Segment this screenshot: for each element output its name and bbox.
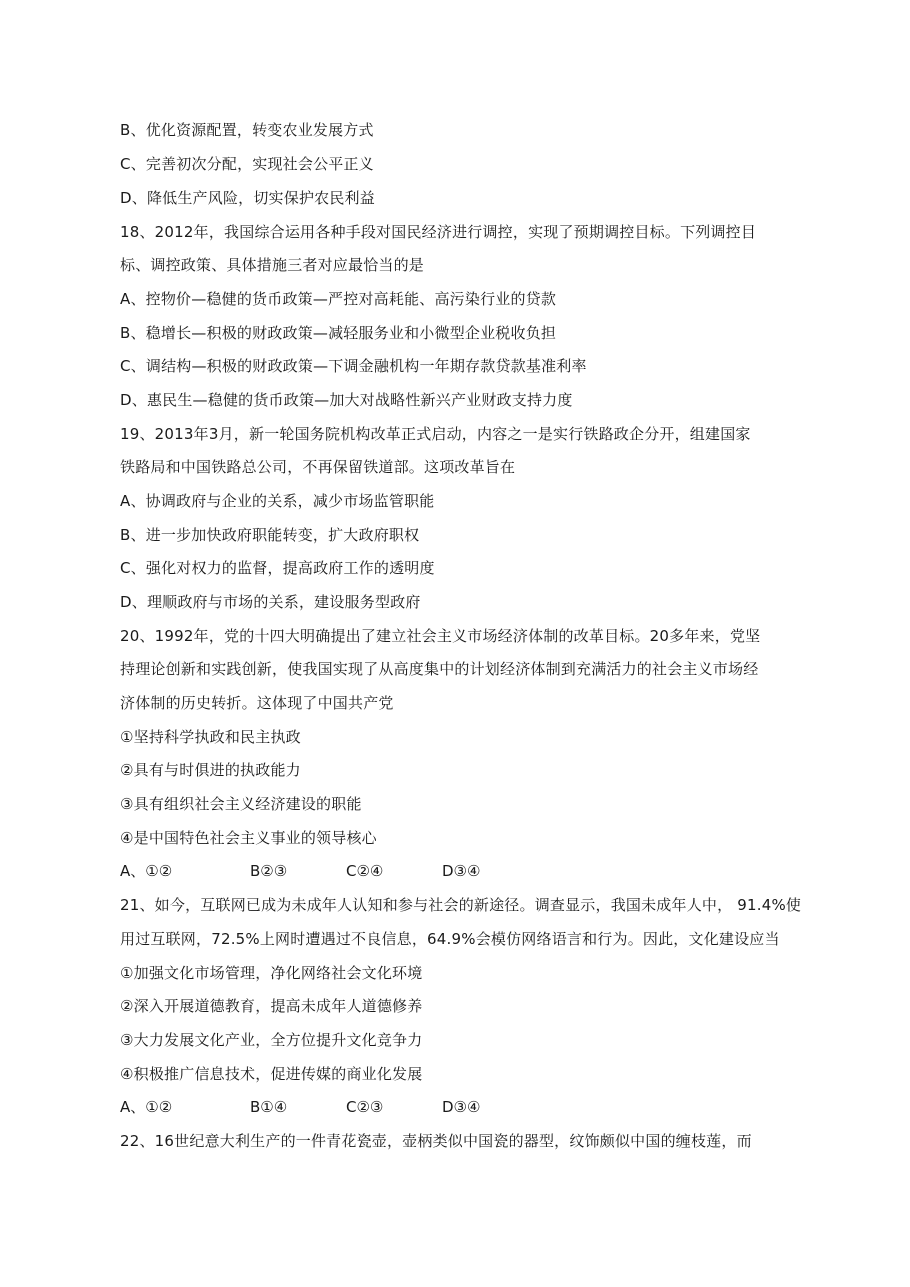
q17-option-d: D、降低生产风险，切实保护农民利益 <box>120 189 375 207</box>
q19-stem-line-2: 铁路局和中国铁路总公司，不再保留铁道部。这项改革旨在 <box>120 458 516 476</box>
q18-option-b: B、稳增长—积极的财政政策—减轻服务业和小微型企业税收负担 <box>120 324 557 342</box>
q21-stem-line-2: 用过互联网，72.5%上网时遭遇过不良信息，64.9%会模仿网络语言和行为。因此，文化建设应当 <box>120 930 780 948</box>
q20-stem-line-1: 20、1992年，党的十四大明确提出了建立社会主义市场经济体制的改革目标。20多年来，党坚 <box>120 627 761 645</box>
q21-answer-b: B①④ <box>250 1098 288 1116</box>
q21-statement-4: ④积极推广信息技术，促进传媒的商业化发展 <box>120 1065 423 1083</box>
q21-answer-d: D③④ <box>442 1098 481 1116</box>
q18-stem-line-2: 标、调控政策、具体措施三者对应最恰当的是 <box>120 256 425 274</box>
q20-answer-d: D③④ <box>442 862 481 880</box>
q20-answer-b: B②③ <box>250 862 288 880</box>
q20-answer-c: C②④ <box>346 862 384 880</box>
q20-statement-2: ②具有与时俱进的执政能力 <box>120 761 301 779</box>
q20-statement-3: ③具有组织社会主义经济建设的职能 <box>120 795 362 813</box>
q17-option-b: B、优化资源配置，转变农业发展方式 <box>120 121 374 139</box>
q20-statement-4: ④是中国特色社会主义事业的领导核心 <box>120 829 377 847</box>
q20-stem-line-3: 济体制的历史转折。这体现了中国共产党 <box>120 694 394 712</box>
q19-option-a: A、协调政府与企业的关系，减少市场监管职能 <box>120 492 435 510</box>
q20-answer-a: A、①② <box>120 862 173 880</box>
q21-answer-c: C②③ <box>346 1098 384 1116</box>
q17-option-c: C、完善初次分配，实现社会公平正义 <box>120 155 374 173</box>
q18-option-c: C、调结构—积极的财政政策—下调金融机构一年期存款贷款基准利率 <box>120 357 587 375</box>
q21-statement-3: ③大力发展文化产业，全方位提升文化竞争力 <box>120 1031 423 1049</box>
q22-stem-line-1: 22、16世纪意大利生产的一件青花瓷壶，壶柄类似中国瓷的器型，纹饰颇似中国的缠枝莲，而 <box>120 1132 752 1150</box>
q21-answer-a: A、①② <box>120 1098 173 1116</box>
q18-option-d: D、惠民生—稳健的货币政策—加大对战略性新兴产业财政支持力度 <box>120 391 573 409</box>
q21-stem-line-1: 21、如今，互联网已成为未成年人认知和参与社会的新途径。调查显示，我国未成年人中， 91.4%使 <box>120 896 802 914</box>
q20-statement-1: ①坚持科学执政和民主执政 <box>120 728 301 746</box>
q20-answer-options <box>120 861 520 881</box>
q19-stem-line-1: 19、2013年3月，新一轮国务院机构改革正式启动，内容之一是实行铁路政企分开，组建国家 <box>120 425 751 443</box>
q21-statement-2: ②深入开展道德教育，提高未成年人道德修养 <box>120 997 423 1015</box>
q21-answer-options <box>120 1097 520 1117</box>
q19-option-d: D、理顺政府与市场的关系，建设服务型政府 <box>120 593 421 611</box>
q18-option-a: A、控物价—稳健的货币政策—严控对高耗能、高污染行业的贷款 <box>120 290 557 308</box>
q18-stem-line-1: 18、2012年，我国综合运用各种手段对国民经济进行调控，实现了预期调控目标。下列调控目 <box>120 223 757 241</box>
q21-statement-1: ①加强文化市场管理，净化网络社会文化环境 <box>120 964 423 982</box>
q19-option-b: B、进一步加快政府职能转变，扩大政府职权 <box>120 526 420 544</box>
q20-stem-line-2: 持理论创新和实践创新，使我国实现了从高度集中的计划经济体制到充满活力的社会主义市场经 <box>120 660 759 678</box>
q19-option-c: C、强化对权力的监督，提高政府工作的透明度 <box>120 559 435 577</box>
